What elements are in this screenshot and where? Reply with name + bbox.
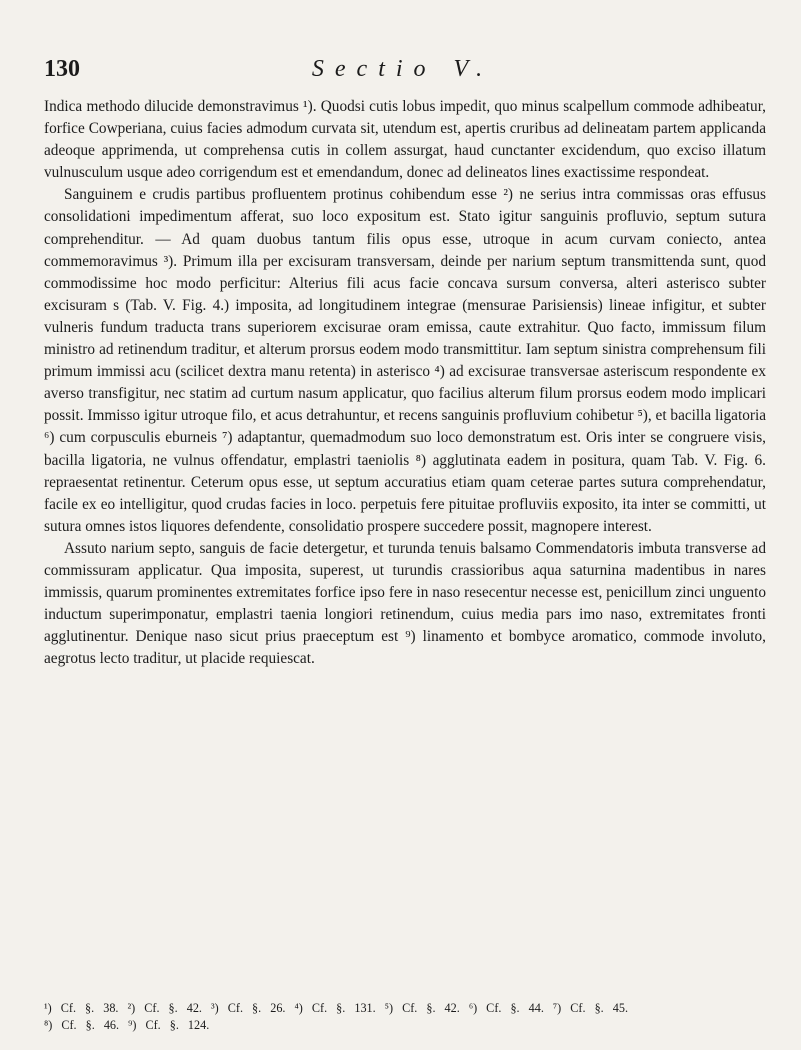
footnote-line-1: ¹) Cf. §. 38. ²) Cf. §. 42. ³) Cf. §. 26. ⁴) Cf. §. 131. ⁵) Cf. §. 42. ⁶) Cf. §. 44. ⁷) Cf. §. 45. [44, 1001, 628, 1015]
page-header [44, 56, 761, 92]
paragraph-1: Indica methodo dilucide demonstravimus ¹). Quodsi cutis lobus impedit, quo minus scalpellum commode adhibeatur, forfice Cowperiana, cuius facies admodum curvata sit, utendum est, apertis cruribus ad delineatam partem applicanda adeoque apprimenda, ut comprehensa cutis in collem assurgat, haud cunctanter excidendum, quo exciso illatum vulnusculum usque adeo corrigendum est et emendandum, donec ad delineatos lines exactissime respondeat. [44, 98, 766, 182]
page-number: 130 [44, 56, 80, 82]
footnotes [44, 1000, 766, 1034]
paragraph-2: Sanguinem e crudis partibus profluentem protinus cohibendum esse ²) ne serius intra commissas oras effusus consolidationi impedimentum afferat, suo loco expositum est. Stato igitur sanguinis profluvio, septum sutura comprehenditur. — Ad quam duobus tantum filis opus esse, utroque in acum curvam coniecto, antea commemoravimus ³). Primum illa per excisuram transversam, deinde per narium septum transmittenda sunt, quod commodissime hoc modo perficitur: Alterius fili acus facie concava sursum conversa, alteri asterisco subter excisuram s (Tab. V. Fig. 4.) imposita, ad longitudinem integrae (mensurae Parisiensis) lineae infigitur, et subter vulneris fundum traducta trans superiorem excisurae oram emissa, caute extrahitur. Quo facto, immissum filum ministro ad retinendum traditur, et alterum prorsus eodem modo transmittitur. Iam septum sinistra comprehensum fili primum immissi acu (scilicet dextra manu retenta) in asterisco ⁴) ad excisurae transversae asteriscum respondente ex averso transfigitur, nec statim ad curtum nasum applicatur, quo facilius alterum filum prorsus eodem modo implicari possit. Immisso igitur utroque filo, et acus detrahuntur, et recens sanguinis profluvium cohibetur ⁵), et bacilla ligatoria ⁶) cum corpusculis eburneis ⁷) adaptantur, quemadmodum suo loco demonstratum est. Oris inter se congruere visis, bacilla ligatoria, ne vulnus offendatur, emplastri taeniolis ⁸) agglutinata eadem in positura, quam Tab. V. Fig. 6. repraesentat retinentur. Ceterum opus esse, ut septum accuratius etiam quam ceterae partes sutura comprehendatur, facile ex eo intelligitur, quod crudas facies in loco. perpetuis fere pituitae profluviis exposito, ita inter se committi, ut sutura omnes istos liquores defendente, consolidatio prospere succedere possit, magnopere interest. [44, 186, 766, 535]
running-title: Sectio V. [311, 56, 494, 82]
footnote-line-2: ⁸) Cf. §. 46. ⁹) Cf. §. 124. [44, 1018, 210, 1032]
main-text [44, 96, 766, 670]
paragraph-3: Assuto narium septo, sanguis de facie detergetur, et turunda tenuis balsamo Commendatoris imbuta transverse ad commissuram applicatur. Qua imposita, superest, ut turundis crassioribus aqua saturnina madentibus in nares immissis, quarum prominentes extremitates forfice ipso fere in naso resecentur necesse est, penicillum zinci unguento inductum superimponatur, emplastri taenia longiori retinendum, cuius media pars imo naso, extremitates fronti agglutinentur. Denique naso sicut prius praeceptum est ⁹) linamento et bombyce aromatico, commode involuto, aegrotus lecto traditur, ut placide requiescat. [44, 539, 766, 668]
